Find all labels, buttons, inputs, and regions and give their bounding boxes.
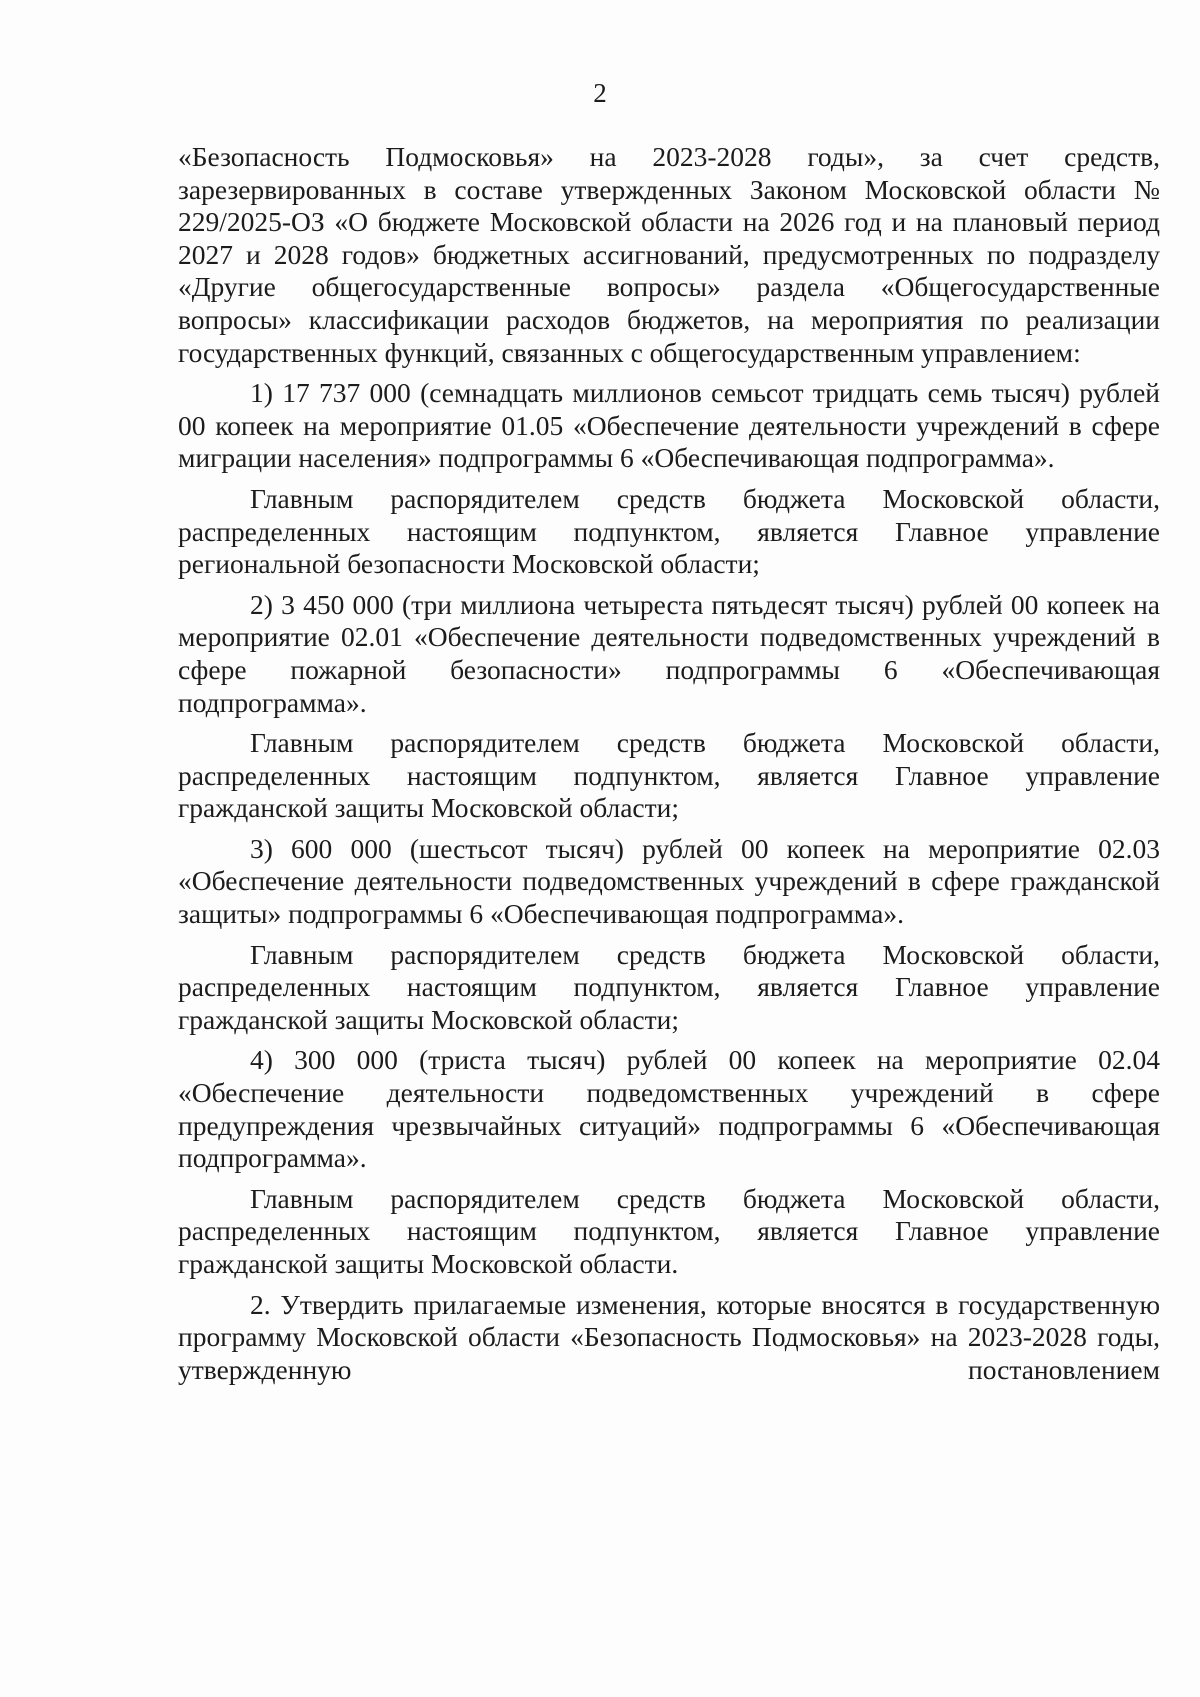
paragraph-distributor-2: Главным распорядителем средств бюджета Московской области, распределенных настоящим подпунктом, является Главное управление гражданской защиты Московской области; [178,727,1160,824]
paragraph-item-1: 1) 17 737 000 (семнадцать миллионов семьсот тридцать семь тысяч) рублей 00 копеек на мероприятие 01.05 «Обеспечение деятельности учреждений в сфере миграции населения» подпрограммы 6 «Обеспечивающая подпрограмма». [178,377,1160,474]
document-body [178,141,1160,1394]
paragraph-distributor-1: Главным распорядителем средств бюджета Московской области, распределенных настоящим подпунктом, является Главное управление региональной безопасности Московской области; [178,482,1160,580]
paragraph-item-2: 2) 3 450 000 (три миллиона четыреста пятьдесят тысяч) рублей 00 копеек на мероприятие 02.01 «Обеспечение деятельности подведомственных учреждений в сфере пожарной безопасности» подпрограммы 6 «Обеспечивающая подпрограмма». [178,588,1160,718]
paragraph-distributor-4: Главным распорядителем средств бюджета Московской области, распределенных настоящим подпунктом, является Главное управление гражданской защиты Московской области. [178,1182,1160,1279]
paragraph-distributor-3: Главным распорядителем средств бюджета Московской области, распределенных настоящим подпунктом, является Главное управление гражданской защиты Московской области; [178,938,1160,1035]
paragraph-item-4: 4) 300 000 (триста тысяч) рублей 00 копеек на мероприятие 02.04 «Обеспечение деятельности подведомственных учреждений в сфере предупреждения чрезвычайных ситуаций» подпрограммы 6 «Обеспечивающая подпрограмма». [178,1044,1160,1174]
paragraph-intro: «Безопасность Подмосковья» на 2023-2028 годы», за счет средств, зарезервированных в составе утвержденных Законом Московской области № 229/2025-ОЗ «О бюджете Московской области на 2026 год и на плановый период 2027 и 2028 годов» бюджетных ассигнований, предусмотренных по подразделу «Другие общегосударственные вопросы» раздела «Общегосударственные вопросы» классификации расходов бюджетов, на мероприятия по реализации государственных функций, связанных с общегосударственным управлением: [178,141,1160,368]
paragraph-clause-2: 2. Утвердить прилагаемые изменения, которые вносятся в государственную программу Московской области «Безопасность Подмосковья» на 2023-2028 годы, утвержденную постановлением [178,1288,1160,1385]
paragraph-item-3: 3) 600 000 (шестьсот тысяч) рублей 00 копеек на мероприятие 02.03 «Обеспечение деятельности подведомственных учреждений в сфере гражданской защиты» подпрограммы 6 «Обеспечивающая подпрограмма». [178,832,1160,930]
page-number: 2 [593,78,607,108]
